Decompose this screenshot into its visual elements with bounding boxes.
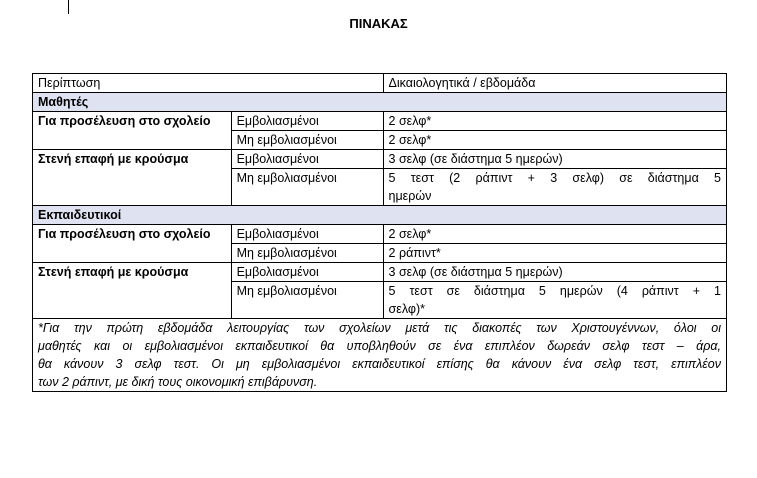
case-label: Για προσέλευση στο σχολείο [33,112,232,150]
status-cell: Εμβολιασμένοι [231,263,383,282]
table-header-row [33,74,727,93]
header-case: Περίπτωση [33,74,384,93]
requirement-line: 5 τεστ σε διάστημα 5 ημερών (4 ράπιντ + 1 [388,284,721,298]
requirement-cell: 3 σελφ (σε διάστημα 5 ημερών) [383,263,726,282]
section-label-teachers: Εκπαιδευτικοί [33,206,727,225]
section-row-students [33,93,727,112]
text-cursor [68,0,69,14]
requirement-cell [383,282,726,319]
table-row [33,112,727,131]
requirement-cell: 2 σελφ* [383,225,726,244]
status-cell: Εμβολιασμένοι [231,225,383,244]
requirement-cell [383,169,726,206]
table-row [33,263,727,282]
footnote-line: *Για την πρώτη εβδομάδα λειτουργίας των σχολείων μετά τις διακοπές των Χριστουγέννων, όλοι οι [38,321,721,335]
table-row [33,150,727,169]
status-cell: Εμβολιασμένοι [231,150,383,169]
requirements-table [32,73,727,392]
requirement-cell: 2 σελφ* [383,131,726,150]
status-cell: Μη εμβολιασμένοι [231,244,383,263]
case-label: Στενή επαφή με κρούσμα [33,263,232,319]
table-row [33,225,727,244]
requirement-cell: 2 ράπιντ* [383,244,726,263]
footnote-line: μαθητές και οι εμβολιασμένοι εκπαιδευτικοί θα υποβληθούν σε ένα επιπλέον δωρεάν σελφ τεστ – άρα, [38,339,721,353]
footnote [33,319,727,392]
footnote-row [33,319,727,392]
case-label: Για προσέλευση στο σχολείο [33,225,232,263]
status-cell: Μη εμβολιασμένοι [231,169,383,206]
page-title: ΠΙΝΑΚΑΣ [349,16,408,31]
case-label: Στενή επαφή με κρούσμα [33,150,232,206]
section-label-students: Μαθητές [33,93,727,112]
requirement-line: ημερών [388,189,432,203]
status-cell: Μη εμβολιασμένοι [231,282,383,319]
footnote-line: των 2 ράπιντ, με δική τους οικονομική επιβάρυνση. [38,375,318,389]
requirement-line: 5 τεστ (2 ράπιντ + 3 σελφ) σε διάστημα 5 [388,171,721,185]
footnote-line: θα κάνουν 3 σελφ τεστ. Οι μη εμβολιασμένοι εκπαιδευτικοί επίσης θα κάνουν ένα σελφ τεστ, επιπλέον [38,357,721,371]
status-cell: Μη εμβολιασμένοι [231,131,383,150]
requirement-cell: 3 σελφ (σε διάστημα 5 ημερών) [383,150,726,169]
status-cell: Εμβολιασμένοι [231,112,383,131]
section-row-teachers [33,206,727,225]
requirement-cell: 2 σελφ* [383,112,726,131]
requirement-line: σελφ)* [388,302,425,316]
header-documents: Δικαιολογητικά / εβδομάδα [383,74,726,93]
